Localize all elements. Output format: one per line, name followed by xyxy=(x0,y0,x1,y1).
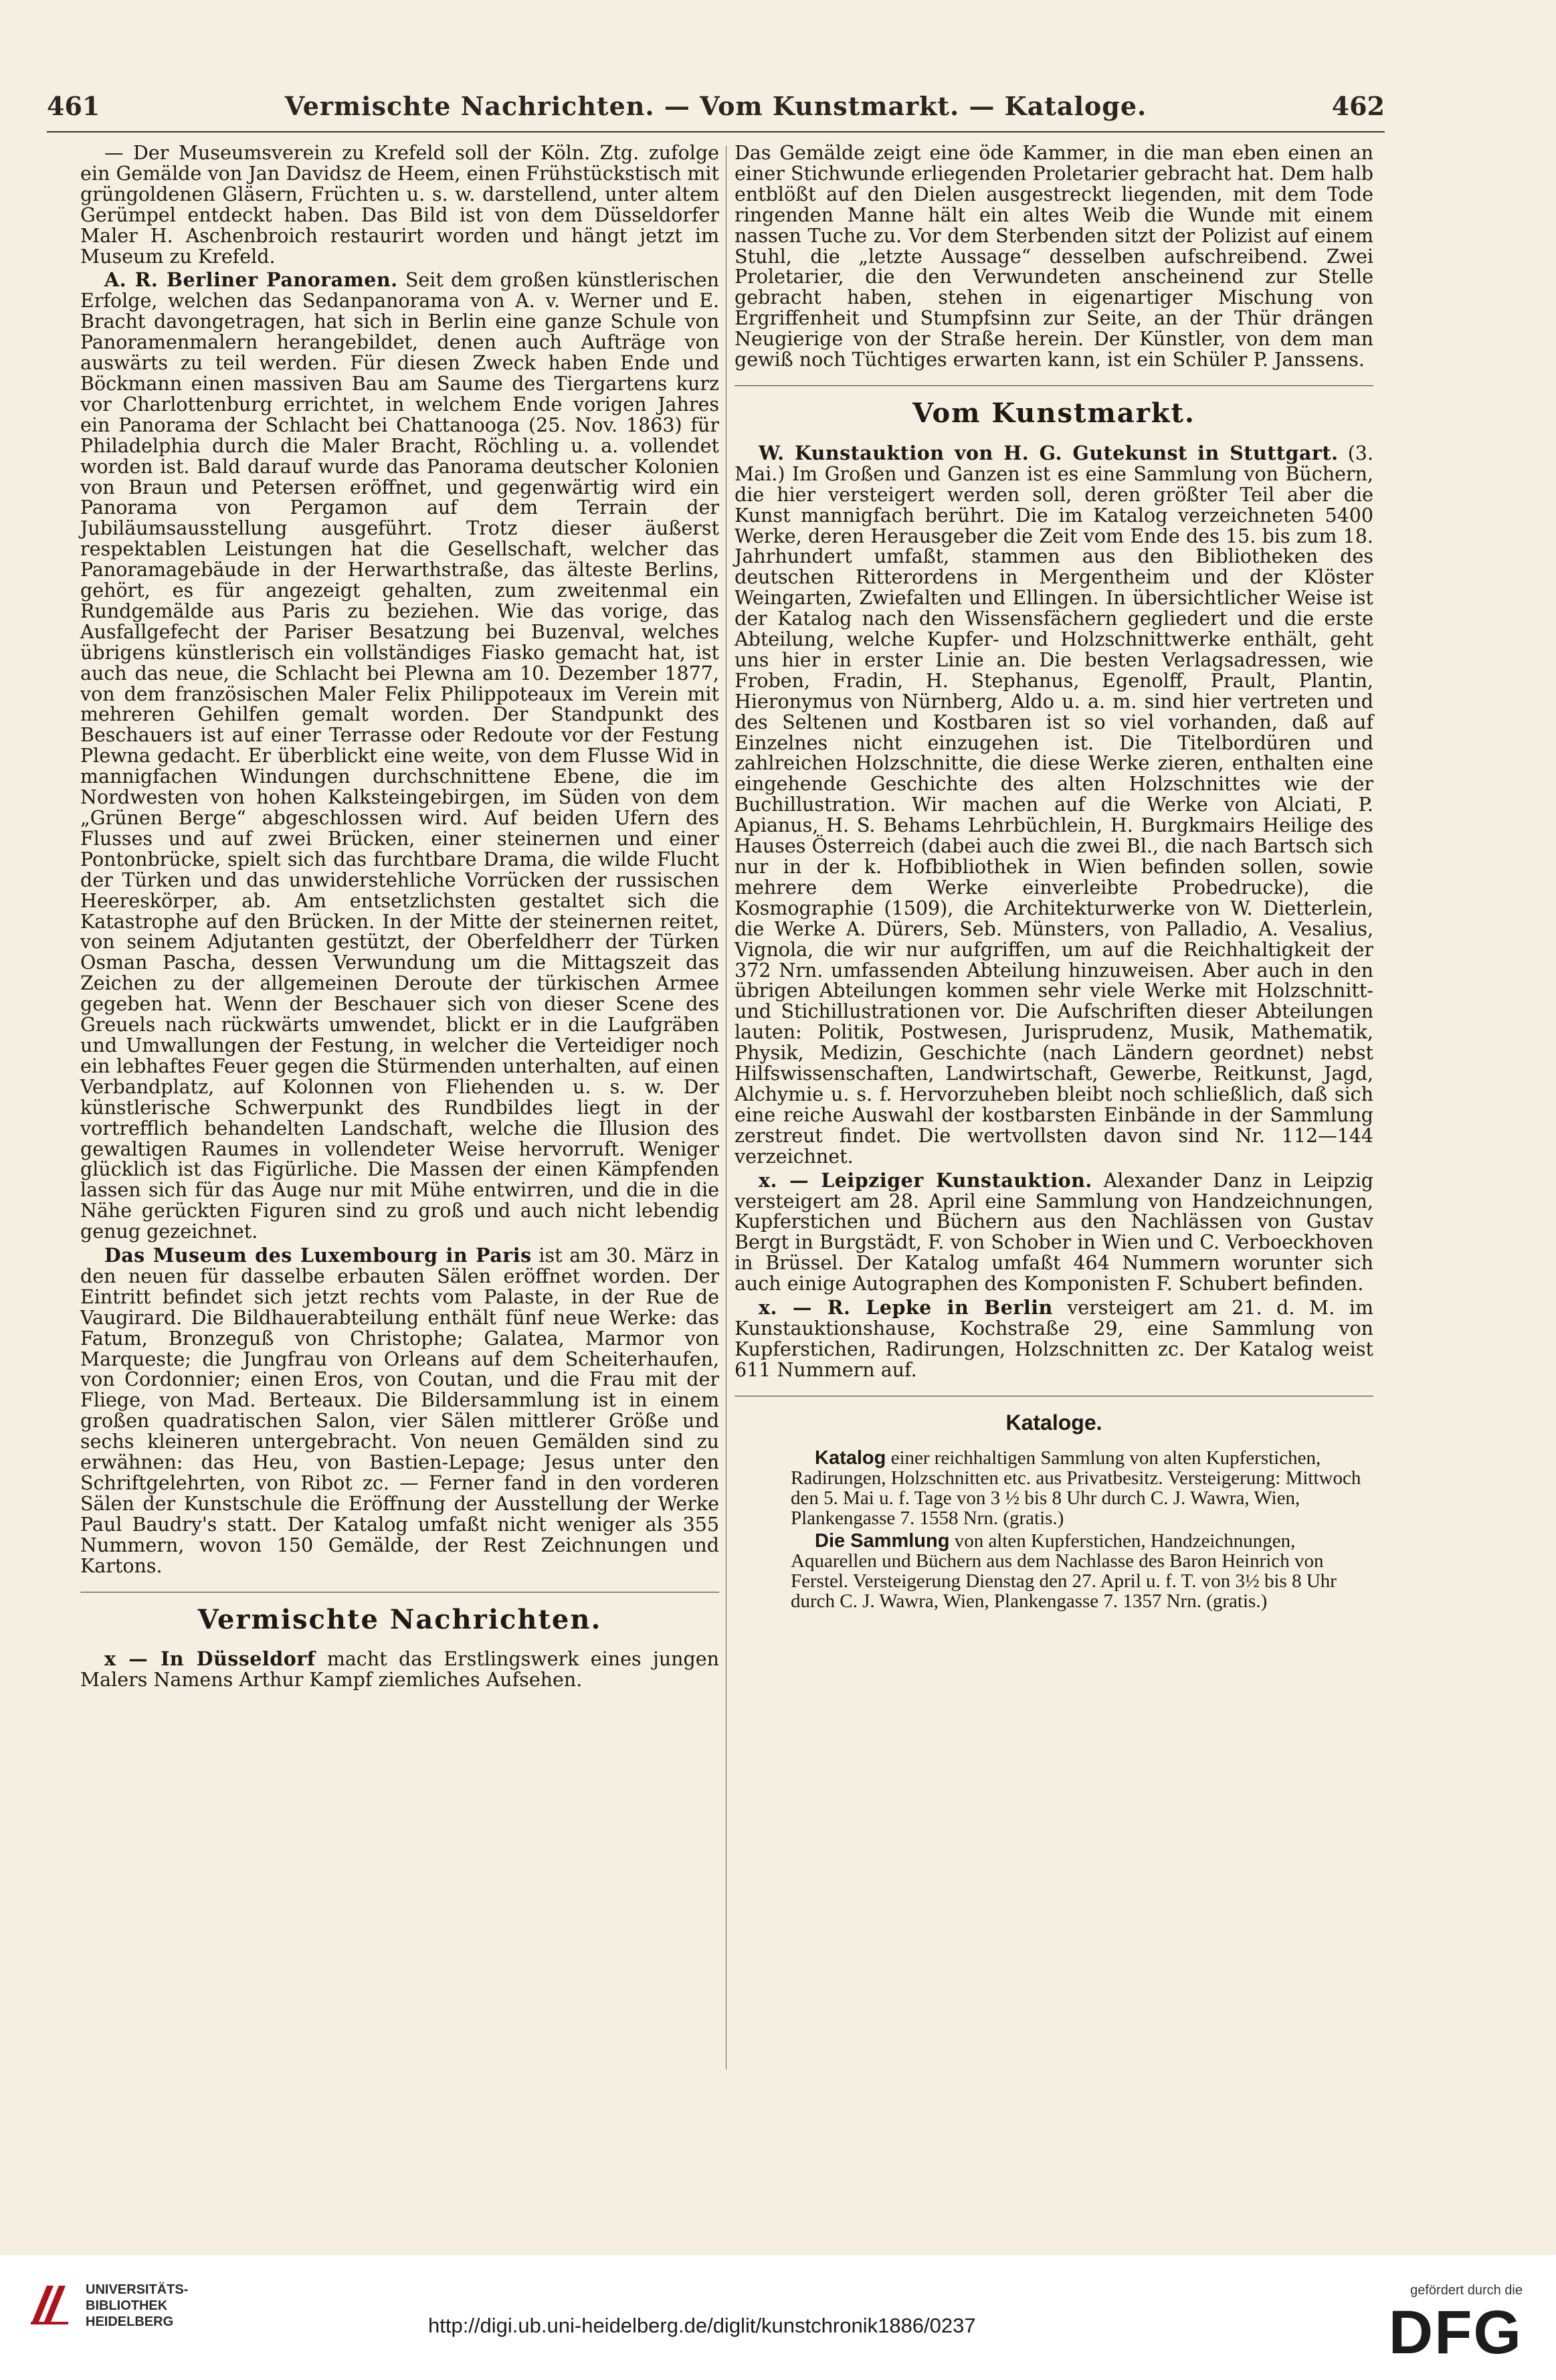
right-column xyxy=(735,143,1373,2084)
article-body: Alexander Danz in Leipzig versteigert am 28. April eine Sammlung von Handzeichnungen, Kupferstichen und Büchern aus den Nachlässen von Gustav Bergt in Burgstädt, F. von Schober in Wien und C. Verboeckhoven in Brüssel. Der Katalog umfaßt 464 Nummern worunter sich auch einige Autographen des Komponisten F. Schubert befinden. xyxy=(735,1169,1373,1295)
article-duesseldorf-cont: Das Gemälde zeigt eine öde Kammer, in die man eben einen an einer Stichwunde erliegenden Proletarier gebracht hat. Dem halb entblößt auf den Dielen ausgestreckt liegenden, mit dem Tode ringenden Manne hält ein altes Weib die Wunde mit einem nassen Tuche zu. Vor dem Sterbenden sitzt der Polizist auf einem Stuhl, die „letzte Aussage“ desselben aufschreibend. Zwei Proletarier, die den Verwundeten anscheinend zur Stelle gebracht haben, stehen in eigenartiger Mischung von Ergriffenheit und Stumpfsinn zur Seite, an der Thür drängen Neugierige von der Straße herein. Der Künstler, von dem man gewiß noch Tüchtiges erwarten kann, ist ein Schüler P. Janssens. xyxy=(735,142,1373,371)
page-header xyxy=(47,86,1385,126)
university-library-name xyxy=(86,2282,188,2330)
library-name-line: UNIVERSITÄTS- xyxy=(86,2282,189,2297)
article-lepke xyxy=(735,1297,1373,1381)
article-lead: x. — Leipziger Kunstauktion. xyxy=(759,1168,1092,1192)
permalink-url[interactable]: http://digi.ub.uni-heidelberg.de/diglit/kunstchronik1886/0237 xyxy=(428,2314,976,2337)
catalog-entry xyxy=(735,1448,1373,1528)
university-library-logo-icon xyxy=(27,2280,74,2327)
funded-by-label: gefördert durch die xyxy=(1410,2283,1523,2298)
article-lead: Das Museum des Luxembourg in Paris xyxy=(104,1244,532,1267)
article-body: versteigert am 21. d. M. im Kunstauktionshause, Kochstraße 29, eine Sammlung von Kupferstichen, Radirungen, Holzschnitten zc. Der Katalog weist 611 Nummern auf. xyxy=(735,1297,1373,1381)
library-name-line: BIBLIOTHEK xyxy=(86,2298,168,2313)
catalog-body: einer reichhaltigen Sammlung von alten Kupferstichen, Radirungen, Holzschnitten etc. aus Privatbesitz. Versteigerung: Mittwoch den 5. Mai u. f. Tage von 3 ½ bis 8 Uhr durch C. J. Wawra, Wien, Plankengasse 7. 1558 Nrn. (gratis.) xyxy=(791,1447,1361,1529)
running-title: Vermischte Nachrichten. — Vom Kunstmarkt. — Kataloge. xyxy=(284,90,1147,121)
article-duesseldorf xyxy=(80,1649,719,1691)
article-gutekunst xyxy=(735,443,1373,1168)
section-title-kataloge: Kataloge. xyxy=(1005,1410,1102,1435)
page-number-right: 462 xyxy=(1331,90,1385,121)
left-column xyxy=(80,143,719,2150)
article-lead: W. Kunstauktion von H. G. Gutekunst in Stuttgart. xyxy=(759,441,1339,464)
article-body: (3. Mai.) Im Großen und Ganzen ist es eine Sammlung von Büchern, die hier versteigert werden soll, deren größter Teil aber die Kunst mannigfach berührt. Die im Katalog verzeichneten 5400 Werke, deren Herausgeber die Zeit vom Ende des 15. bis zum 18. Jahrhundert umfaßt, stammen aus den Bibliotheken des deutschen Ritterordens in Mergentheim und der Klöster Weingarten, Zwiefalten und Ellingen. In übersichtlicher Weise ist der Katalog nach den Wissensfächern gegliedert und die erste Abteilung, welche Kupfer- und Holzschnittwerke enthält, geht uns hier in erster Linie an. Die besten Verlagsadressen, wie Froben, Fradin, H. Stephanus, Egenolff, Prault, Plantin, Hieronymus von Nürnberg, Aldo u. a. m. sind hier vertreten und des Seltenen und Kostbaren ist so viel vorhanden, daß auf Einzelnes nicht einzugehen ist. Die Titelbordüren und zahlreichen Holzschnitte, die diese Werke zieren, enthalten eine eingehende Geschichte des alten Holzschnittes wie der Buchillustration. Wir machen auf die Werke von Alciati, P. Apianus, H. S. Behams Lehrbüchlein, H. Burgkmairs Heilige des Hauses Österreich (dabei auch die zwei Bl., die nach Bartsch sich nur in der k. Hofbibliothek in Wien befinden sollen, sowie mehrere dem Werke einverleibte Probedrucke), die Kosmographie (1509), die Architekturwerke von W. Dietterlein, die Werke A. Dürers, Seb. Münsters, von Palladio, A. Vesalius, Vignola, die wir nur aufgriffen, um auf die Reichhaltigkeit der 372 Nrn. umfassenden Abteilung hinzuweisen. Aber auch in den übrigen Abteilungen kommen sehr viele Werke mit Holzschnitt- und Stichillustrationen vor. Die Aufschriften dieser Abteilungen lauten: Politik, Postwesen, Jurisprudenz, Musik, Mathematik, Physik, Medizin, Geschichte (nach Ländern geordnet) nebst Hilfswissenschaften, Landwirtschaft, Gewerbe, Reitkunst, Jagd, Alchymie u. s. f. Hervorzuheben bleibt noch schließlich, daß sich eine reiche Auswahl der kostbarsten Einbände in der Sammlung zerstreut findet. Die wertvollsten davon sind Nr. 112—144 verzeichnet. xyxy=(735,442,1373,1168)
article-krefeld: — Der Museumsverein zu Krefeld soll der Köln. Ztg. zufolge ein Gemälde von Jan Davidsz de Heem, einen Frühstückstisch mit grüngoldenen Gläsern, Früchten u. s. w. darstellend, unter altem Gerümpel entdeckt haben. Das Bild ist von dem Düsseldorfer Maler H. Aschenbroich restaurirt worden und hängt jetzt im Museum zu Krefeld. xyxy=(80,142,719,268)
dfg-logo: DFG xyxy=(1388,2298,1523,2367)
article-lead: x — In Düsseldorf xyxy=(104,1647,316,1671)
header-rule xyxy=(47,131,1385,132)
section-title-kunstmarkt: Vom Kunstmarkt. xyxy=(912,397,1195,429)
catalog-lead: Die Sammlung xyxy=(815,1530,950,1552)
article-lead: x. — R. Lepke in Berlin xyxy=(759,1296,1053,1319)
library-name-line: HEIDELBERG xyxy=(86,2314,174,2329)
catalog-entry xyxy=(735,1531,1373,1611)
viewer-footer xyxy=(0,2255,1556,2380)
article-body: ist am 30. März in den neuen für dasselbe erbauten Sälen eröffnet worden. Der Eintritt befindet sich jetzt rechts vom Palaste, in der Rue de Vaugirard. Die Bildhauerabteilung enthält fünf neue Werke: das Fatum, Bronzeguß von Christophe; Galatea, Marmor von Marqueste; die Jungfrau von Orleans auf dem Scheiterhaufen, von Cordonnier; einen Eros, von Coutan, und die Frau mit der Fliege, von Mad. Berteaux. Die Bildersammlung ist in einem großen quadratischen Salon, vier Sälen mittlerer Größe und sechs kleineren untergebracht. Von neuen Gemälden sind zu erwähnen: das Heu, von Bastien-Lepage; Jesus unter den Schriftgelehrten, von Ribot zc. — Ferner fand in den vorderen Sälen der Kunstschule die Eröffnung der Ausstellung der Werke Paul Baudry's statt. Der Katalog umfaßt nicht weniger als 355 Nummern, wovon 150 Gemälde, der Rest Zeichnungen und Kartons. xyxy=(80,1245,719,1577)
catalog-body: von alten Kupferstichen, Handzeichnungen, Aquarellen und Büchern aus dem Nachlasse des Baron Heinrich von Ferstel. Versteigerung Dienstag den 27. April u. f. T. von 3½ bis 8 Uhr durch C. J. Wawra, Wien, Plankengasse 7. 1357 Nrn. (gratis.) xyxy=(791,1530,1337,1612)
article-body: macht das Erstlingswerk eines jungen Malers Namens Arthur Kampf ziemliches Aufsehen. xyxy=(80,1648,720,1691)
section-separator xyxy=(735,385,1373,386)
catalog-lead: Katalog xyxy=(815,1447,886,1469)
article-leipzig xyxy=(735,1170,1373,1295)
section-title-vermischte: Vermischte Nachrichten. xyxy=(197,1603,602,1635)
page-number-left: 461 xyxy=(47,90,100,121)
article-luxembourg xyxy=(80,1245,719,1577)
article-lead: A. R. Berliner Panoramen. xyxy=(104,268,398,292)
article-body: Seit dem großen künstlerischen Erfolge, welchen das Sedanpanorama von A. v. Werner und E. Bracht davongetragen, hat sich in Berlin eine ganze Schule von Panoramenmalern herangebildet, denen auch Aufträge von auswärts zu teil werden. Für diesen Zweck haben Ende und Böckmann einen massiven Bau am Saume des Tiergartens kurz vor Charlottenburg errichtet, in welchem Ende vorigen Jahres ein Panorama der Schlacht bei Chattanooga (25. Nov. 1863) für Philadelphia durch die Maler Bracht, Röchling u. a. vollendet worden ist. Bald darauf wurde das Panorama deutscher Kolonien von Braun und Petersen eröffnet, und gegenwärtig wird ein Panorama von Pergamon auf dem Terrain der Jubiläumsausstellung ausgeführt. Trotz dieser äußerst respektablen Leistungen hat die Gesellschaft, welcher das Panoramagebäude in der Herwarthstraße, das älteste Berlins, gehört, es für angezeigt gehalten, zum zweitenmal ein Rundgemälde aus Paris zu beziehen. Wie das vorige, das Ausfallgefecht der Pariser Besatzung bei Buzenval, welches übrigens künstlerisch ein vollständiges Fiasko gemacht hat, ist auch das neue, die Schlacht bei Plewna am 10. Dezember 1877, von dem französischen Maler Felix Philippoteaux im Verein mit mehreren Gehilfen gemalt worden. Der Standpunkt des Beschauers ist auf einer Terrasse oder Redoute vor der Festung Plewna gedacht. Er überblickt eine weite, von dem Flusse Wid in mannigfachen Windungen durchschnittene Ebene, die im Nordwesten von hohen Kalksteingebirgen, im Süden von dem „Grünen Berge“ abgeschlossen wird. Auf beiden Ufern des Flusses und auf zwei Brücken, einer steinernen und einer Pontonbrücke, spielt sich das furchtbare Drama, die wilde Flucht der Türken und das unwiderstehliche Vorrücken der russischen Heereskörper, ab. Am entsetzlichsten gestaltet sich die Katastrophe auf den Brücken. In der Mitte der steinernen reitet, von seinem Adjutanten gestützt, der Oberfeldherr der Türken Osman Pascha, dessen Verwundung um die Mittagszeit das Zeichen zu der allgemeinen Deroute der türkischen Armee gegeben hat. Wenn der Beschauer sich von dieser Scene des Greuels nach rückwärts umwendet, blickt er in die Laufgräben und Umwallungen der Festung, in welcher die Verteidiger noch ein lebhaftes Feuer gegen die Stürmenden unterhalten, auf einen Verbandplatz, auf Kolonnen von Fliehenden u. s. w. Der künstlerische Schwerpunkt des Rundbildes liegt in der vortrefflich behandelten Landschaft, welche die Illusion des gewaltigen Raumes in vollendeter Weise hervorruft. Weniger glücklich ist das Figürliche. Die Massen der einen Kämpfenden lassen sich für das Auge nur mit Mühe entwirren, und die in die Nähe gerückten Figuren sind zu groß und auch nicht lebendig genug gezeichnet. xyxy=(80,269,720,1243)
article-panoramen xyxy=(80,270,719,1243)
